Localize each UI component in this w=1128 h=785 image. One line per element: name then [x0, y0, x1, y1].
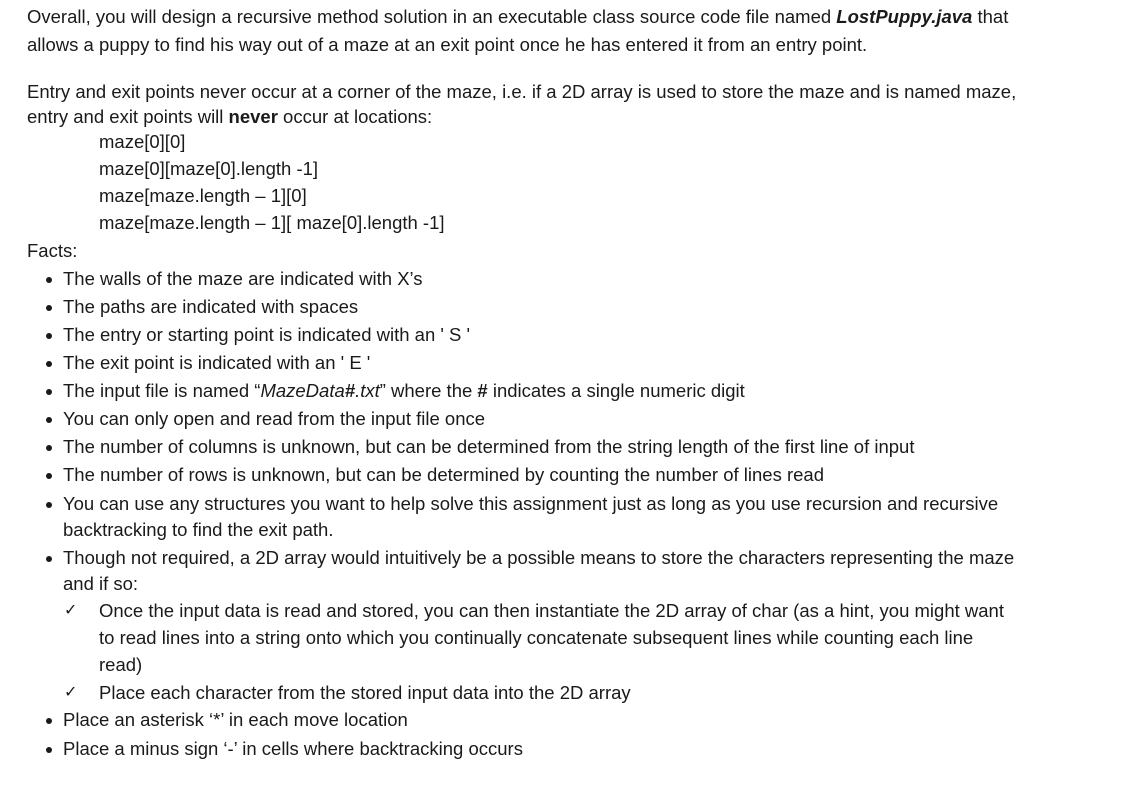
corners-text-end: occur at locations: [277, 106, 433, 127]
bullet-icon [46, 556, 52, 562]
fact-item: You can only open and read from the input file once [63, 408, 486, 429]
intro-line-2: allows a puppy to find his way out of a maze at an exit point once he has entered it from an entry point. [27, 34, 868, 55]
sub-item-cont: to read lines into a string onto which you continually concatenate subsequent lines while counting each line [99, 627, 974, 648]
fact-text: The input file is named “ [63, 380, 261, 401]
corner-location: maze[maze.length – 1][ maze[0].length -1] [99, 212, 445, 233]
fact-text: indicates a single numeric digit [487, 380, 745, 401]
fact-item: The entry or starting point is indicated with an ' S ' [63, 324, 471, 345]
fact-item: You can use any structures you want to help solve this assignment just as long as you use recursion and recursive [63, 493, 999, 514]
bullet-icon [46, 417, 52, 423]
fact-item: The walls of the maze are indicated with X’s [63, 268, 423, 289]
hash-symbol: # [344, 380, 356, 401]
checkmark-icon: ✓ [64, 684, 78, 701]
bullet-icon [46, 747, 52, 753]
file-name-italic: MazeData [260, 380, 345, 401]
corner-location: maze[0][0] [99, 131, 186, 152]
never-emphasis: never [228, 106, 278, 127]
fact-item-cont: and if so: [63, 573, 139, 594]
intro-line-1 [27, 5, 1008, 29]
bullet-icon [46, 361, 52, 367]
fact-item: The number of rows is unknown, but can be determined by counting the number of lines read [63, 464, 824, 485]
sub-item: Place each character from the stored input data into the 2D array [99, 682, 631, 703]
corners-text: entry and exit points will [27, 106, 229, 127]
bullet-icon [46, 502, 52, 508]
fact-item: The exit point is indicated with an ' E ' [63, 352, 371, 373]
corner-location: maze[maze.length – 1][0] [99, 185, 307, 206]
file-ext-italic: .txt [355, 380, 380, 401]
fact-item-input-file [63, 379, 745, 403]
bullet-icon [46, 445, 52, 451]
checkmark-icon: ✓ [64, 602, 78, 619]
corner-location: maze[0][maze[0].length -1] [99, 158, 319, 179]
bullet-icon [46, 333, 52, 339]
bullet-icon [46, 305, 52, 311]
hash-symbol: # [477, 380, 488, 401]
fact-item: Place a minus sign ‘-’ in cells where backtracking occurs [63, 738, 523, 759]
fact-item-cont: backtracking to find the exit path. [63, 519, 334, 540]
intro-text-end: that [972, 6, 1009, 27]
fact-item: The number of columns is unknown, but can be determined from the string length of the first line of input [63, 436, 915, 457]
bullet-icon [46, 718, 52, 724]
fact-item: The paths are indicated with spaces [63, 296, 359, 317]
fact-text: ” where the [379, 380, 478, 401]
fact-item: Place an asterisk ‘*’ in each move location [63, 709, 408, 730]
bullet-icon [46, 389, 52, 395]
intro-text: Overall, you will design a recursive method solution in an executable class source code file named [27, 6, 837, 27]
corners-line-1: Entry and exit points never occur at a corner of the maze, i.e. if a 2D array is used to store the maze and is named maze, [27, 81, 1017, 102]
file-name: LostPuppy.java [836, 6, 973, 27]
bullet-icon [46, 473, 52, 479]
facts-heading: Facts: [27, 240, 78, 261]
fact-item: Though not required, a 2D array would intuitively be a possible means to store the characters representing the maze [63, 547, 1015, 568]
corners-line-2 [27, 105, 432, 129]
sub-item-cont: read) [99, 654, 143, 675]
bullet-icon [46, 277, 52, 283]
sub-item: Once the input data is read and stored, you can then instantiate the 2D array of char (as a hint, you might want [99, 600, 1004, 621]
